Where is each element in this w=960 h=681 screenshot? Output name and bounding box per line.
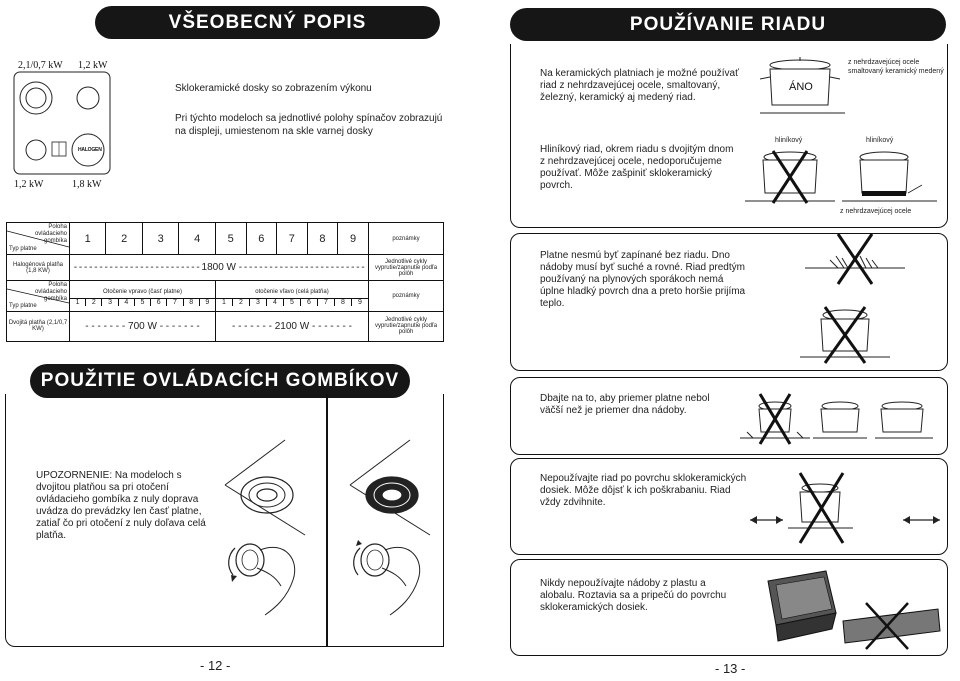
allowed-materials-label: z nehrdzavejúcej ocele smaltovaný keramický medený: [848, 59, 944, 75]
section-banner-general: [95, 6, 440, 39]
panel-divider: [326, 394, 328, 646]
tip-3-text: Platne nesmú byť zapínané bez riadu. Dno nádoby musí byť suché a rovné. Riad predtým používaný na plynových sporákoch nemá úplne hladký povrch dna a preto horšie prijíma teplo.: [540, 250, 746, 309]
tip-5-text: Nepoužívajte riad po povrchu sklokeramických dosiek. Môže dôjsť k ich poškrabaniu. Riad vždy zdvihnite.: [540, 473, 747, 508]
knob-left-illustration: [330, 430, 442, 620]
hob-label-top-right: 1,2 kW: [78, 60, 108, 71]
tip-2-text: Hliníkový riad, okrem riadu s dvojitým dnom z nehrdzavejúcej ocele, nedoporučujeme používať. Môže zašpiniť sklokeramický povrch.: [540, 144, 734, 191]
description-heading: Sklokeramické dosky so zobrazením výkonu: [175, 83, 372, 94]
halogen-power: - - - - - - - - - - - - - - - - - - - - - - - - - 1800 W - - - - - - - - - - - - - - - - - - - - - - - - -: [70, 255, 369, 281]
dual-power-right: - - - - - - - 2100 W - - - - - - -: [215, 311, 368, 341]
hob-label-top-left: 2,1/0,7 kW: [18, 60, 63, 71]
steel-bottom-label: z nehrdzavejúcej ocele: [840, 208, 912, 215]
allowed-pot-illustration: [760, 55, 850, 120]
turn-left-cell: otočenie vľavo (celá platňa) 1 2 3 4 5 6 7 8 9: [215, 281, 368, 311]
pos-8: 8: [307, 223, 338, 255]
dual-power-left: - - - - - - - 700 W - - - - - - -: [70, 311, 216, 341]
page-number-right: - 13 -: [715, 661, 746, 676]
pos-9: 9: [338, 223, 369, 255]
yes-label: ÁNO: [789, 81, 813, 93]
halogen-note: Jednotlivé cykly vyprutie/zapnutie podľa polôh: [369, 255, 444, 281]
pot-size-illustrations: [735, 392, 935, 447]
pos-3: 3: [142, 223, 178, 255]
tip-4-text: Dbajte na to, aby priemer platne nebol väčší než je priemer dna nádoby.: [540, 393, 710, 416]
halogen-badge: HALOGEN: [78, 147, 102, 153]
hob-diagram: [6, 58, 116, 193]
pos-6: 6: [246, 223, 277, 255]
pos-1: 1: [70, 223, 106, 255]
warning-text: UPOZORNENIE: Na modeloch s dvojitou platňou sa pri otočení ovládacieho gombíka z nuly doprava uvádza do prevádzky len časť platne, zatiaľ čo pri otočení z nuly doľava celá platňa.: [36, 470, 206, 541]
hob-label-bottom-left: 1,2 kW: [14, 179, 44, 190]
section-banner-controls: [30, 364, 410, 398]
notes-header-2: poznámky: [369, 281, 444, 311]
pos-2: 2: [106, 223, 142, 255]
empty-plate-crossed: [800, 232, 910, 287]
aluminium-label-right: hliníkový: [866, 137, 894, 144]
section-title-controls: POUŽITIE OVLÁDACÍCH GOMBÍKOV: [40, 370, 400, 391]
halogen-plate-label: Halogénová platňa (1,8 KW): [7, 255, 70, 281]
turn-right-cell: Otočenie vpravo (časť platne) 1 2 3 4 5 6 7 8 9: [70, 281, 216, 311]
table-corner-2: Poloha ovládacieho gombíka Typ platne: [7, 281, 70, 311]
pos-5: 5: [215, 223, 246, 255]
pos-4: 4: [179, 223, 216, 255]
plastic-foil-illustration: [748, 563, 943, 651]
table-corner-1: Poloha ovládacieho gombíka Typ platne: [7, 223, 70, 255]
steel-bottom-pot: [842, 145, 937, 210]
description-body: Pri týchto modeloch sa jednotlivé polohy spínačov zobrazujú na displeji, umiestenom na skle varnej dosky: [175, 113, 443, 137]
hob-label-bottom-right: 1,8 kW: [72, 179, 102, 190]
notes-header: poznámky: [369, 223, 444, 255]
pos-7: 7: [277, 223, 308, 255]
section-banner-cookware: [510, 8, 946, 41]
section-title-cookware: POUŽÍVANIE RIADU: [629, 13, 827, 35]
page-number-left: - 12 -: [200, 658, 231, 673]
dual-plate-label: Dvojitá platňa (2,1/0,7 KW): [7, 311, 70, 341]
power-table: [6, 222, 444, 342]
tip-6-text: Nikdy nepoužívajte nádoby z plastu a alobalu. Roztavia sa a pripečú do povrchu sklokeramických dosiek.: [540, 578, 727, 613]
knob-right-illustration: [205, 430, 325, 620]
no-sliding-illustration: [748, 468, 943, 548]
dual-note: Jednotlivé cykly vyprutie/zapnutie podľa polôh: [369, 311, 444, 341]
section-title-general: VŠEOBECNÝ POPIS: [168, 11, 367, 33]
tip-1-text: Na keramických platniach je možné používať riad z nehrdzavejúcej ocele, smaltovaný, železný, keramický aj medený riad.: [540, 68, 739, 103]
aluminium-label-left: hliníkový: [775, 137, 803, 144]
aluminium-pot-crossed: [745, 145, 835, 210]
pot-on-plate: [795, 305, 895, 365]
